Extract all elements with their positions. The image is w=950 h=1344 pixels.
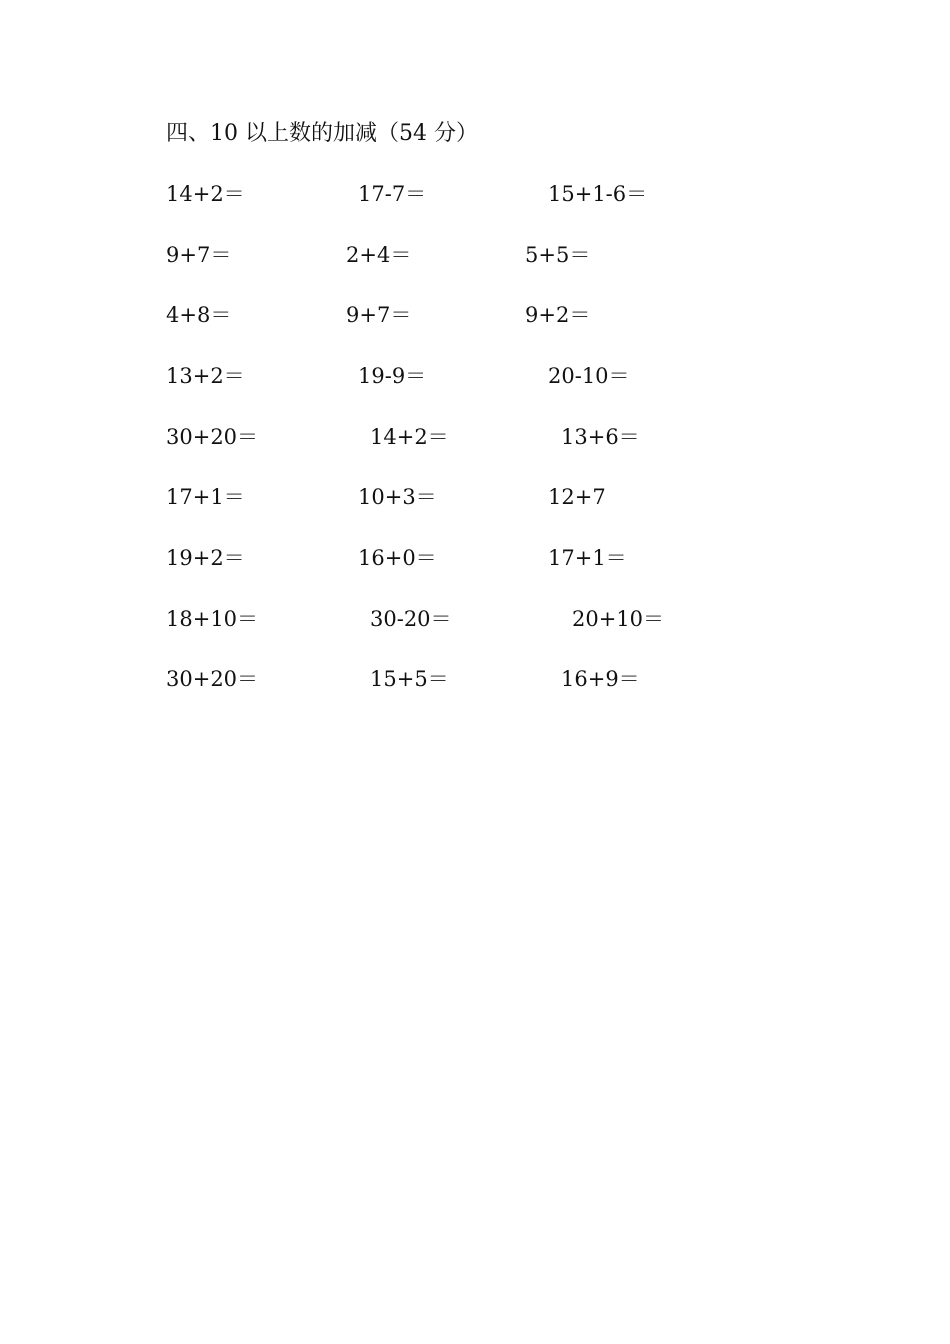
problem-row <box>0 421 950 453</box>
problem-item: 16+0＝ <box>358 546 437 570</box>
problem-item: 15+1-6＝ <box>548 182 648 206</box>
problem-item: 5+5＝ <box>525 243 591 267</box>
problem-item: 18+10＝ <box>166 607 259 631</box>
problem-item: 19-9＝ <box>358 364 427 388</box>
problem-item: 13+6＝ <box>561 425 640 449</box>
problem-item: 19+2＝ <box>166 546 245 570</box>
problem-item: 17+1＝ <box>548 546 627 570</box>
problem-item: 4+8＝ <box>166 303 232 327</box>
problem-item: 20-10＝ <box>548 364 630 388</box>
problem-item: 9+2＝ <box>525 303 591 327</box>
problem-item: 14+2＝ <box>370 425 449 449</box>
problem-row <box>0 603 950 635</box>
problem-item: 30-20＝ <box>370 607 452 631</box>
problem-row <box>0 542 950 574</box>
problem-item: 16+9＝ <box>561 667 640 691</box>
problem-row <box>0 178 950 210</box>
problem-row <box>0 481 950 513</box>
problem-item: 10+3＝ <box>358 485 437 509</box>
problem-item: 13+2＝ <box>166 364 245 388</box>
problem-item: 9+7＝ <box>166 243 232 267</box>
problem-item: 14+2＝ <box>166 182 245 206</box>
problem-item: 2+4＝ <box>346 243 412 267</box>
problem-item: 17+1＝ <box>166 485 245 509</box>
problem-row <box>0 360 950 392</box>
problem-item: 30+20＝ <box>166 667 259 691</box>
problem-item: 12+7 <box>548 485 606 509</box>
problem-item: 20+10＝ <box>572 607 665 631</box>
problem-item: 15+5＝ <box>370 667 449 691</box>
problem-row <box>0 299 950 331</box>
problem-item: 30+20＝ <box>166 425 259 449</box>
section-title: 四、10 以上数的加减（54 分） <box>166 121 478 146</box>
problem-row <box>0 239 950 271</box>
problem-row <box>0 663 950 695</box>
problem-item: 17-7＝ <box>358 182 427 206</box>
problem-item: 9+7＝ <box>346 303 412 327</box>
